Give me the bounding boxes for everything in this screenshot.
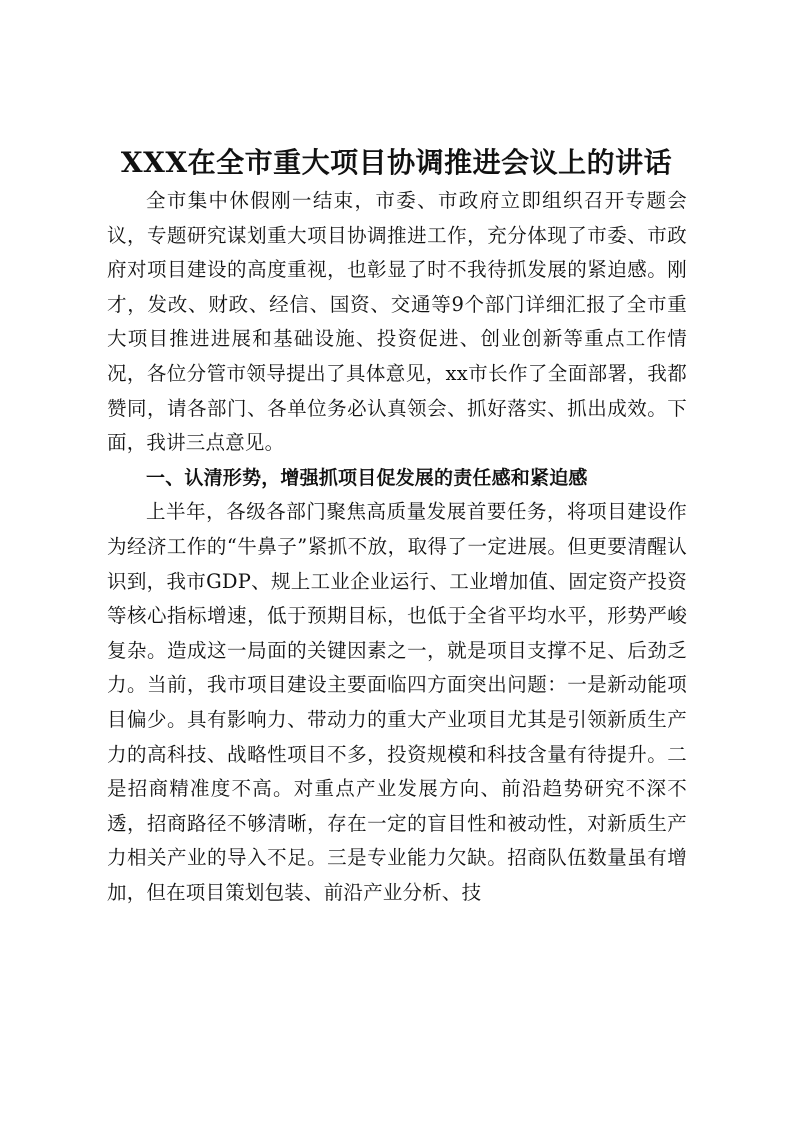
document-title: XXX在全市重大项目协调推进会议上的讲话 <box>120 146 673 179</box>
intro-paragraph: 全市集中休假刚一结束，市委、市政府立即组织召开专题会议，专题研究谋划重大项目协调推进工作，充分体现了市委、市政府对项目建设的高度重视，也彰显了时不我待抓发展的紧迫感。刚才，发改、财政、经信、国资、交通等9个部门详细汇报了全市重大项目推进进展和基础设施、投资促进、创业创新等重点工作情况，各位分管市领导提出了具体意见，xx市长作了全面部署，我都赞同，请各部门、各单位务必认真领会、抓好落实、抓出成效。下面，我讲三点意见。 <box>107 189 687 455</box>
section-heading: 一、认清形势，增强抓项目促发展的责任感和紧迫感 <box>146 466 588 489</box>
section-paragraph: 上半年，各级各部门聚焦高质量发展首要任务，将项目建设作为经济工作的“牛鼻子”紧抓不放，取得了一定进展。但更要清醒认识到，我市GDP、规上工业企业运行、工业增加值、固定资产投资等核心指标增速，低于预期目标，也低于全省平均水平，形势严峻复杂。造成这一局面的关键因素之一，就是项目支撑不足、后劲乏力。当前，我市项目建设主要面临四方面突出问题：一是新动能项目偏少。具有影响力、带动力的重大产业项目尤其是引领新质生产力的高科技、战略性项目不多，投资规模和科技含量有待提升。二是招商精准度不高。对重点产业发展方向、前沿趋势研究不深不透，招商路径不够清晰，存在一定的盲目性和被动性，对新质生产力相关产业的导入不足。三是专业能力欠缺。招商队伍数量虽有增加，但在项目策划包装、前沿产业分析、技 <box>107 500 687 904</box>
document-body <box>107 184 687 910</box>
